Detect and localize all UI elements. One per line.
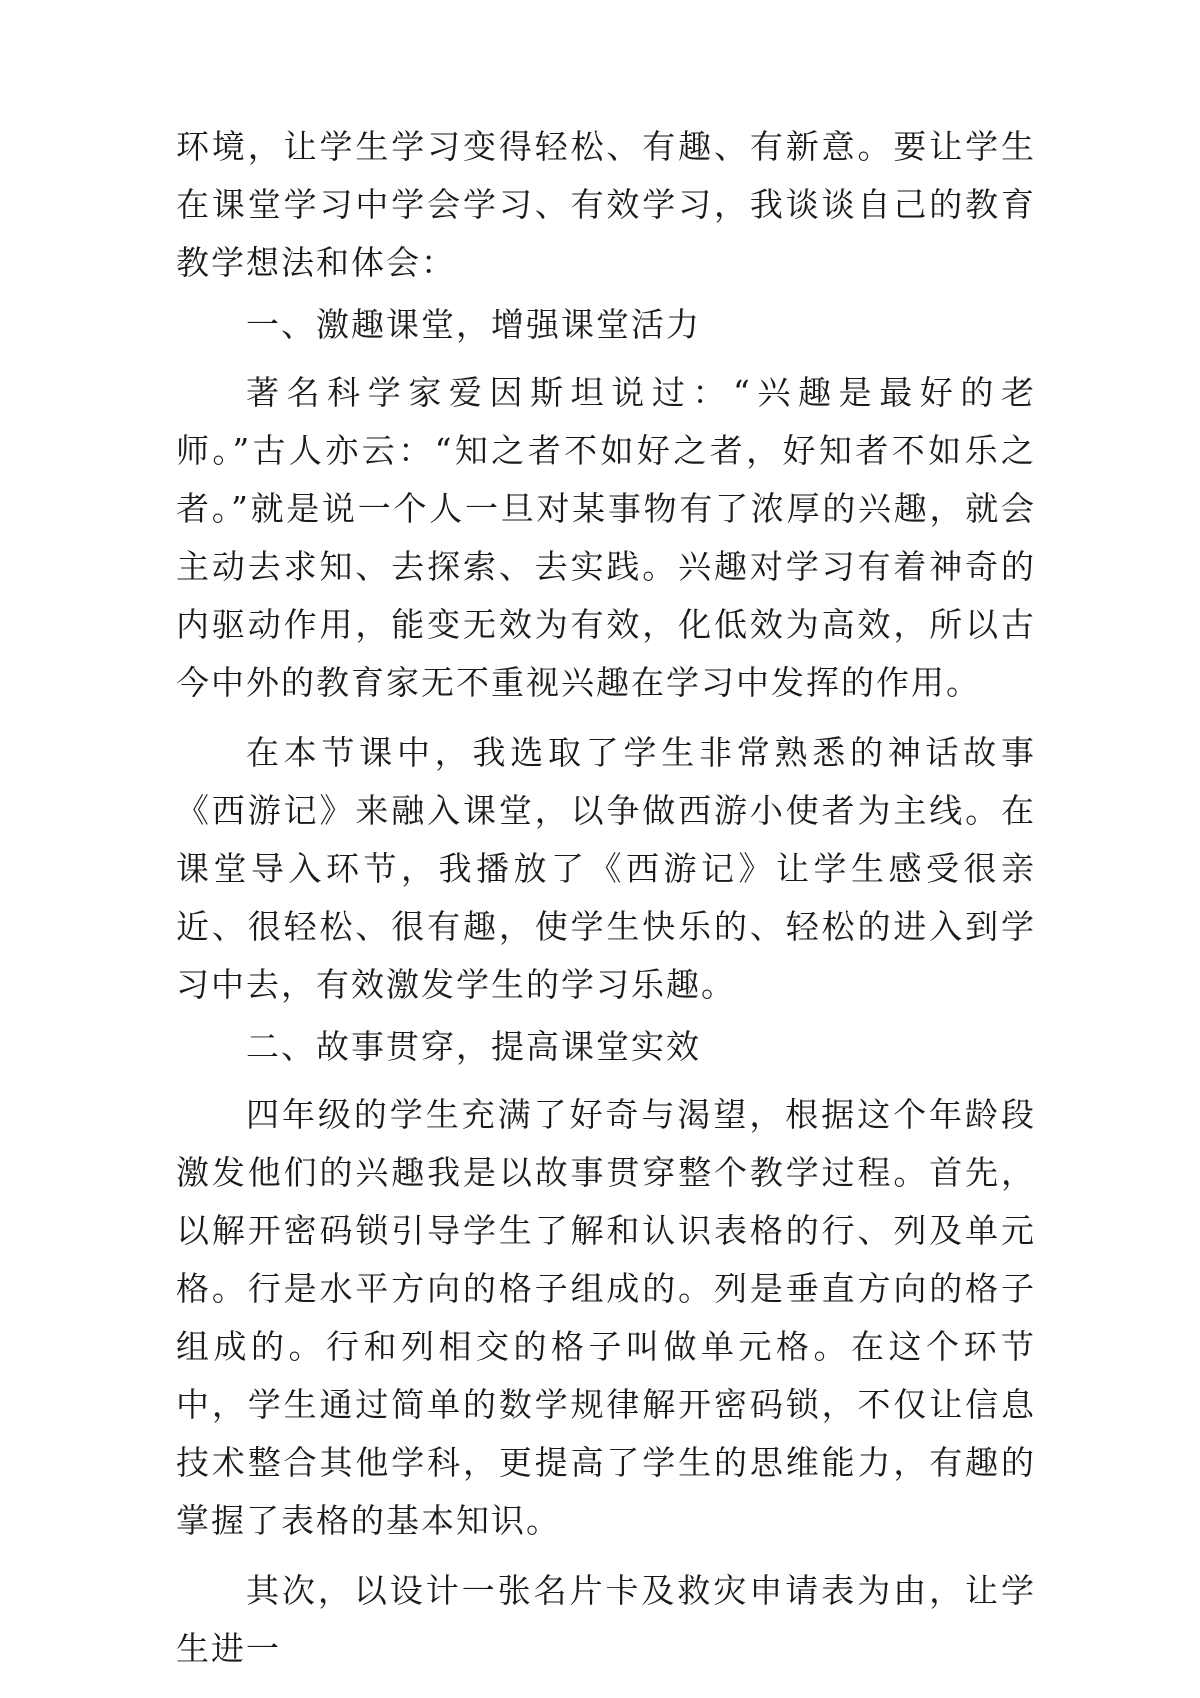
section-heading-1: 一、激趣课堂，增强课堂活力 xyxy=(246,305,701,344)
paragraph-interest-quote: 著名科学家爱因斯坦说过：“兴趣是最好的老师。”古人亦云：“知之者不如好之者，好知者不如乐之者。”就是说一个人一旦对某事物有了浓厚的兴趣，就会主动去求知、去探索、去实践。兴趣对学习有着神奇的内驱动作用，能变无效为有效，化低效为高效，所以古今中外的教育家无不重视兴趣在学习中发挥的作用。 xyxy=(176,373,1036,702)
paragraph-story-throughout: 四年级的学生充满了好奇与渴望，根据这个年龄段激发他们的兴趣我是以故事贯穿整个教学过程。首先，以解开密码锁引导学生了解和认识表格的行、列及单元格。行是水平方向的格子组成的。列是垂直方向的格子组成的。行和列相交的格子叫做单元格。在这个环节中，学生通过简单的数学规律解开密码锁，不仅让信息技术整合其他学科，更提高了学生的思维能力，有趣的掌握了表格的基本知识。 xyxy=(176,1095,1036,1540)
section-heading-2: 二、故事贯穿，提高课堂实效 xyxy=(246,1027,701,1066)
document-body xyxy=(176,118,1036,1678)
paragraph-business-card: 其次，以设计一张名片卡及救灾申请表为由，让学生进一 xyxy=(176,1571,1036,1668)
paragraph-intro-continuation: 环境，让学生学习变得轻松、有趣、有新意。要让学生在课堂学习中学会学习、有效学习，我谈谈自己的教育教学想法和体会： xyxy=(176,127,1036,282)
paragraph-journey-west: 在本节课中，我选取了学生非常熟悉的神话故事《西游记》来融入课堂，以争做西游小使者为主线。在课堂导入环节，我播放了《西游记》让学生感受很亲近、很轻松、很有趣，使学生快乐的、轻松的进入到学习中去，有效激发学生的学习乐趣。 xyxy=(176,733,1036,1004)
